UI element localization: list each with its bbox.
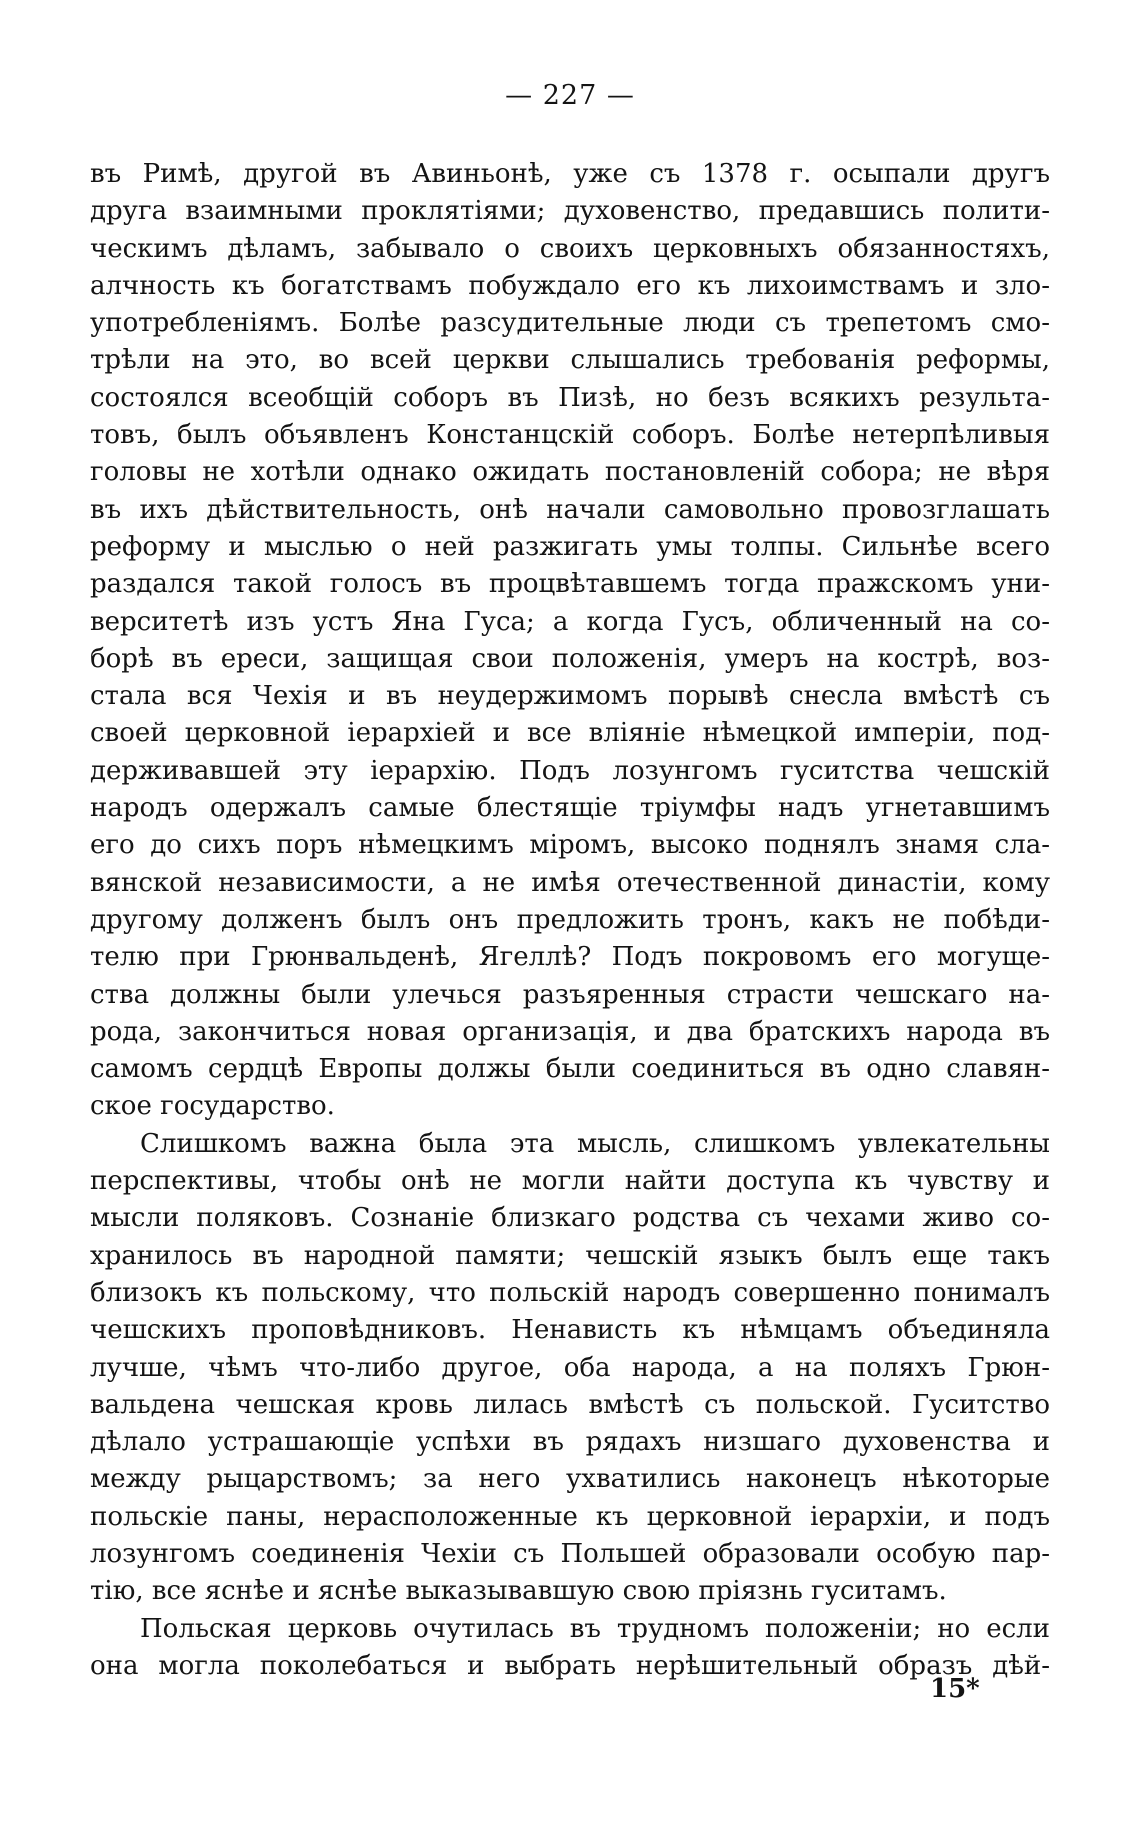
text-line: чешскихъ проповѣдниковъ. Ненависть къ нѣмцамъ объединяла — [90, 1315, 1050, 1346]
text-line: мысли поляковъ. Сознаніе близкаго родства съ чехами живо со- — [90, 1203, 1050, 1234]
paragraph-end-line: тію, все яснѣе и яснѣе выказывавшую свою пріязнь гуситамъ. — [90, 1576, 947, 1607]
text-line: вальдена чешская кровь лилась вмѣстѣ съ польской. Гуситство — [90, 1389, 1050, 1420]
text-line: верситетѣ изъ устъ Яна Гуса; а когда Гусъ, обличенный на со- — [90, 606, 1050, 637]
text-line: между рыцарствомъ; за него ухватились наконецъ нѣкоторые — [90, 1464, 1050, 1495]
paragraph-start-line: Слишкомъ важна была эта мысль, слишкомъ увлекательны — [140, 1128, 1050, 1159]
text-line: она могла поколебаться и выбрать нерѣшительный образъ дѣй- — [90, 1650, 1050, 1681]
text-line: хранилось въ народной памяти; чешскій языкъ былъ еще такъ — [90, 1240, 1050, 1271]
text-line: самомъ сердцѣ Европы должы были соединиться въ одно славян- — [90, 1054, 1050, 1085]
text-line: въ Римѣ, другой въ Авиньонѣ, уже съ 1378 г. осыпали другъ — [90, 159, 1050, 189]
text-line: употребленіямъ. Болѣе разсудительные люди съ трепетомъ смо- — [90, 308, 1050, 339]
text-line: товъ, былъ объявленъ Констанцскій соборъ. Болѣе нетерпѣливыя — [90, 420, 1050, 451]
text-line: дѣлало устрашающіе успѣхи въ рядахъ низшаго духовенства и — [90, 1427, 1050, 1458]
text-line: вянской независимости, а не имѣя отечественной династіи, кому — [90, 867, 1050, 898]
text-line: лучше, чѣмъ что-либо другое, оба народа, а на поляхъ Грюн- — [90, 1352, 1050, 1383]
text-line: рода, закончиться новая организація, и два братскихъ народа въ — [90, 1016, 1050, 1047]
text-line: реформу и мыслью о ней разжигать умы толпы. Сильнѣе всего — [90, 531, 1050, 562]
page-number: — 227 — — [505, 80, 635, 111]
text-line: друга взаимными проклятіями; духовенство, предавшись полити- — [90, 196, 1050, 227]
text-line: польскіе паны, нерасположенные къ церковной іерархіи, и подъ — [90, 1501, 1050, 1532]
text-line: раздался такой голосъ въ процвѣтавшемъ тогда пражскомъ уни- — [90, 569, 1050, 600]
text-line: стала вся Чехія и въ неудержимомъ порывѣ снесла вмѣстѣ съ — [90, 681, 1050, 712]
text-line: состоялся всеобщій соборъ въ Пизѣ, но безъ всякихъ результа- — [90, 382, 1050, 413]
text-line: другому долженъ былъ онъ предложить тронъ, какъ не побѣди- — [90, 904, 1050, 935]
text-line: ческимъ дѣламъ, забывало о своихъ церковныхъ обязанностяхъ, — [90, 233, 1050, 264]
text-line: народъ одержалъ самые блестящіе тріумфы надъ угнетавшимъ — [90, 793, 1050, 824]
paragraph-start-line: Польская церковь очутилась въ трудномъ положеніи; но если — [140, 1613, 1050, 1644]
text-line: ства должны были улечься разъяренныя страсти чешскаго на- — [90, 979, 1050, 1010]
text-line: въ ихъ дѣйствительность, онѣ начали самовольно провозглашать — [90, 494, 1050, 525]
text-line: телю при Грюнвальденѣ, Ягеллѣ? Подъ покровомъ его могуще- — [90, 942, 1050, 973]
text-line: его до сихъ поръ нѣмецкимъ міромъ, высоко поднялъ знамя сла- — [90, 830, 1050, 861]
text-line: своей церковной іерархіей и все вліяніе нѣмецкой имперіи, под- — [90, 718, 1050, 749]
text-line: держивавшей эту іерархію. Подъ лозунгомъ гуситства чешскій — [90, 755, 1050, 786]
paragraph-end-line: ское государство. — [90, 1091, 335, 1122]
text-line: алчность къ богатствамъ побуждало его къ лихоимствамъ и зло- — [90, 270, 1050, 301]
body-text — [90, 156, 1050, 1685]
signature-mark: 15* — [930, 1674, 980, 1704]
text-line: головы не хотѣли однако ожидать постановленій собора; не вѣря — [90, 457, 1050, 488]
text-line: трѣли на это, во всей церкви слышались требованія реформы, — [90, 345, 1050, 376]
text-line: борѣ въ ереси, защищая свои положенія, умеръ на кострѣ, воз- — [90, 643, 1050, 674]
text-line: лозунгомъ соединенія Чехіи съ Польшей образовали особую пар- — [90, 1538, 1050, 1569]
text-line: близокъ къ польскому, что польскій народъ совершенно понималъ — [90, 1277, 1050, 1308]
text-line: перспективы, чтобы онѣ не могли найти доступа къ чувству и — [90, 1166, 1050, 1197]
